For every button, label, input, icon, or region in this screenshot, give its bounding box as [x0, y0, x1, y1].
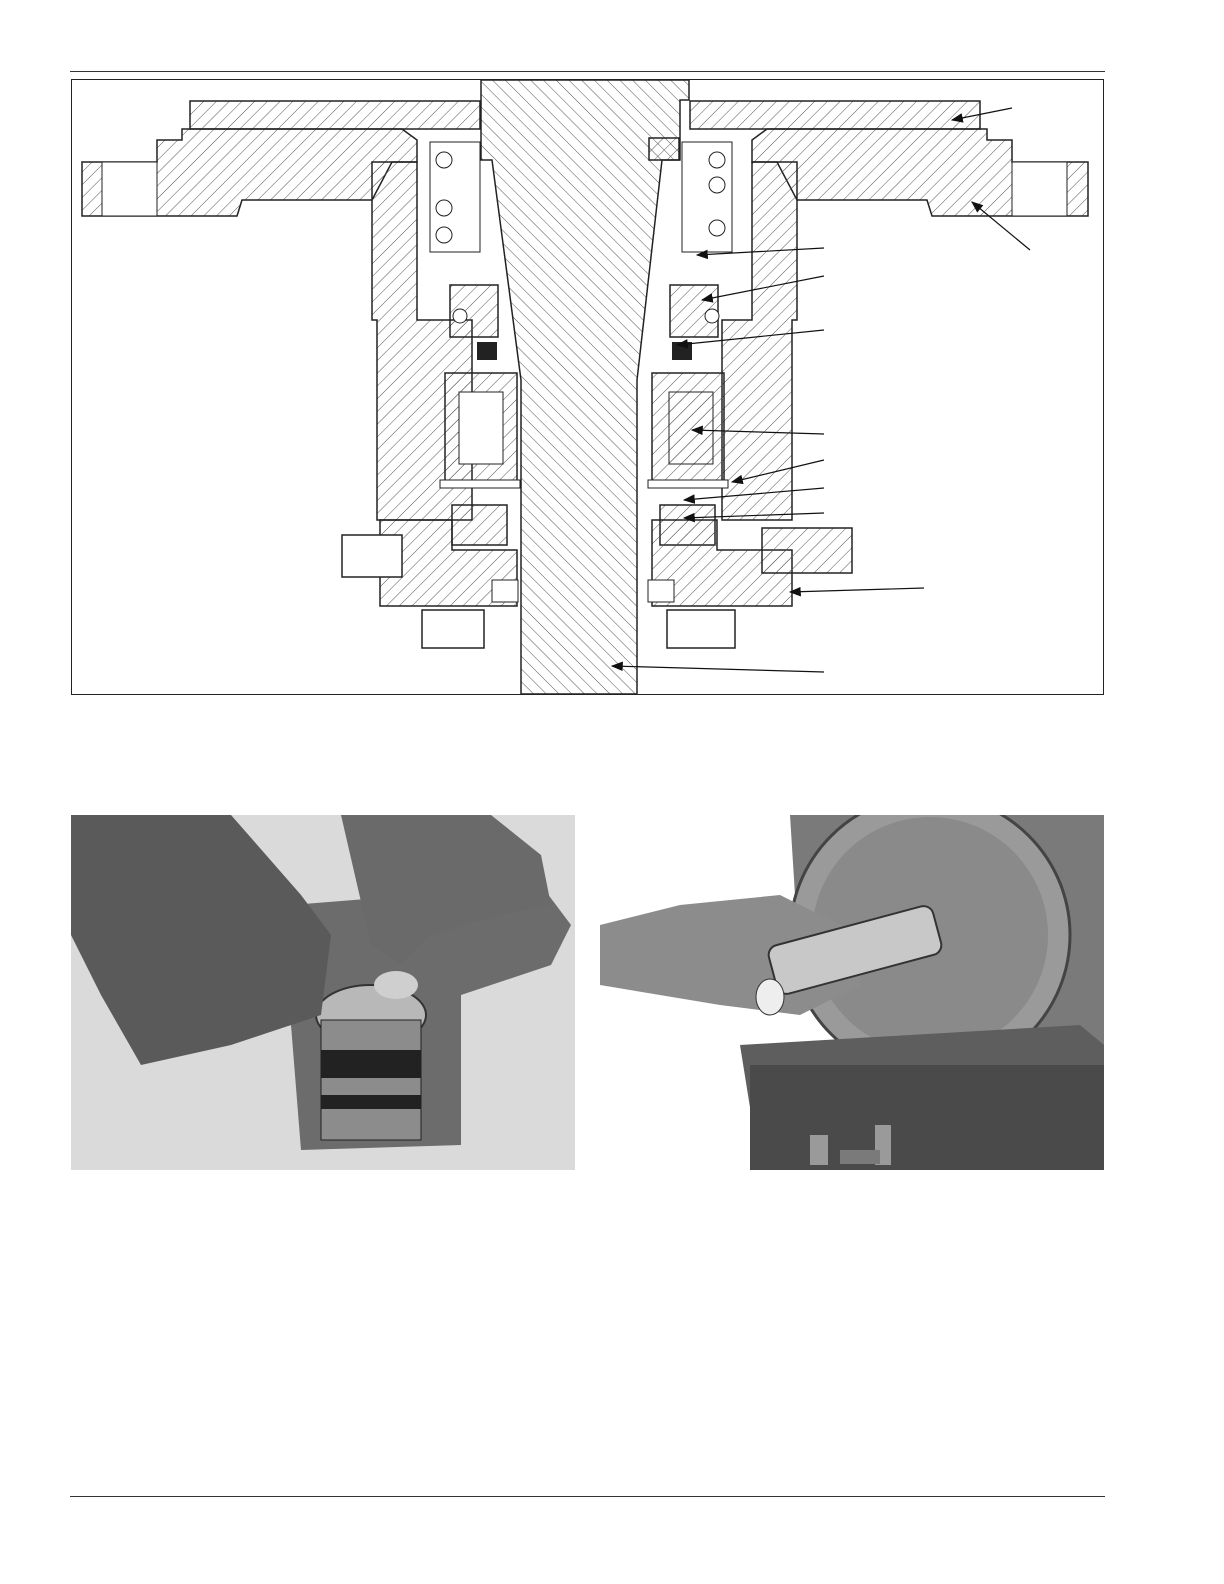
cross-section-drawing [72, 80, 1103, 694]
photo-left-illustration [71, 815, 575, 1170]
callout-leader-11 [612, 666, 824, 672]
bracket-right [722, 129, 1088, 520]
footer-rule [70, 1496, 1105, 1497]
photo-right-illustration [600, 815, 1104, 1170]
bracket-left [82, 129, 472, 520]
header-rule [70, 71, 1105, 72]
callout-leader-10 [790, 588, 924, 592]
photo-shaft-into-casing [600, 815, 1104, 1170]
lower-housing-right [648, 520, 852, 648]
seal-cross-section-figure [71, 79, 1104, 695]
seal-components-right [648, 138, 732, 545]
photo-seal-into-bracket [71, 815, 575, 1170]
